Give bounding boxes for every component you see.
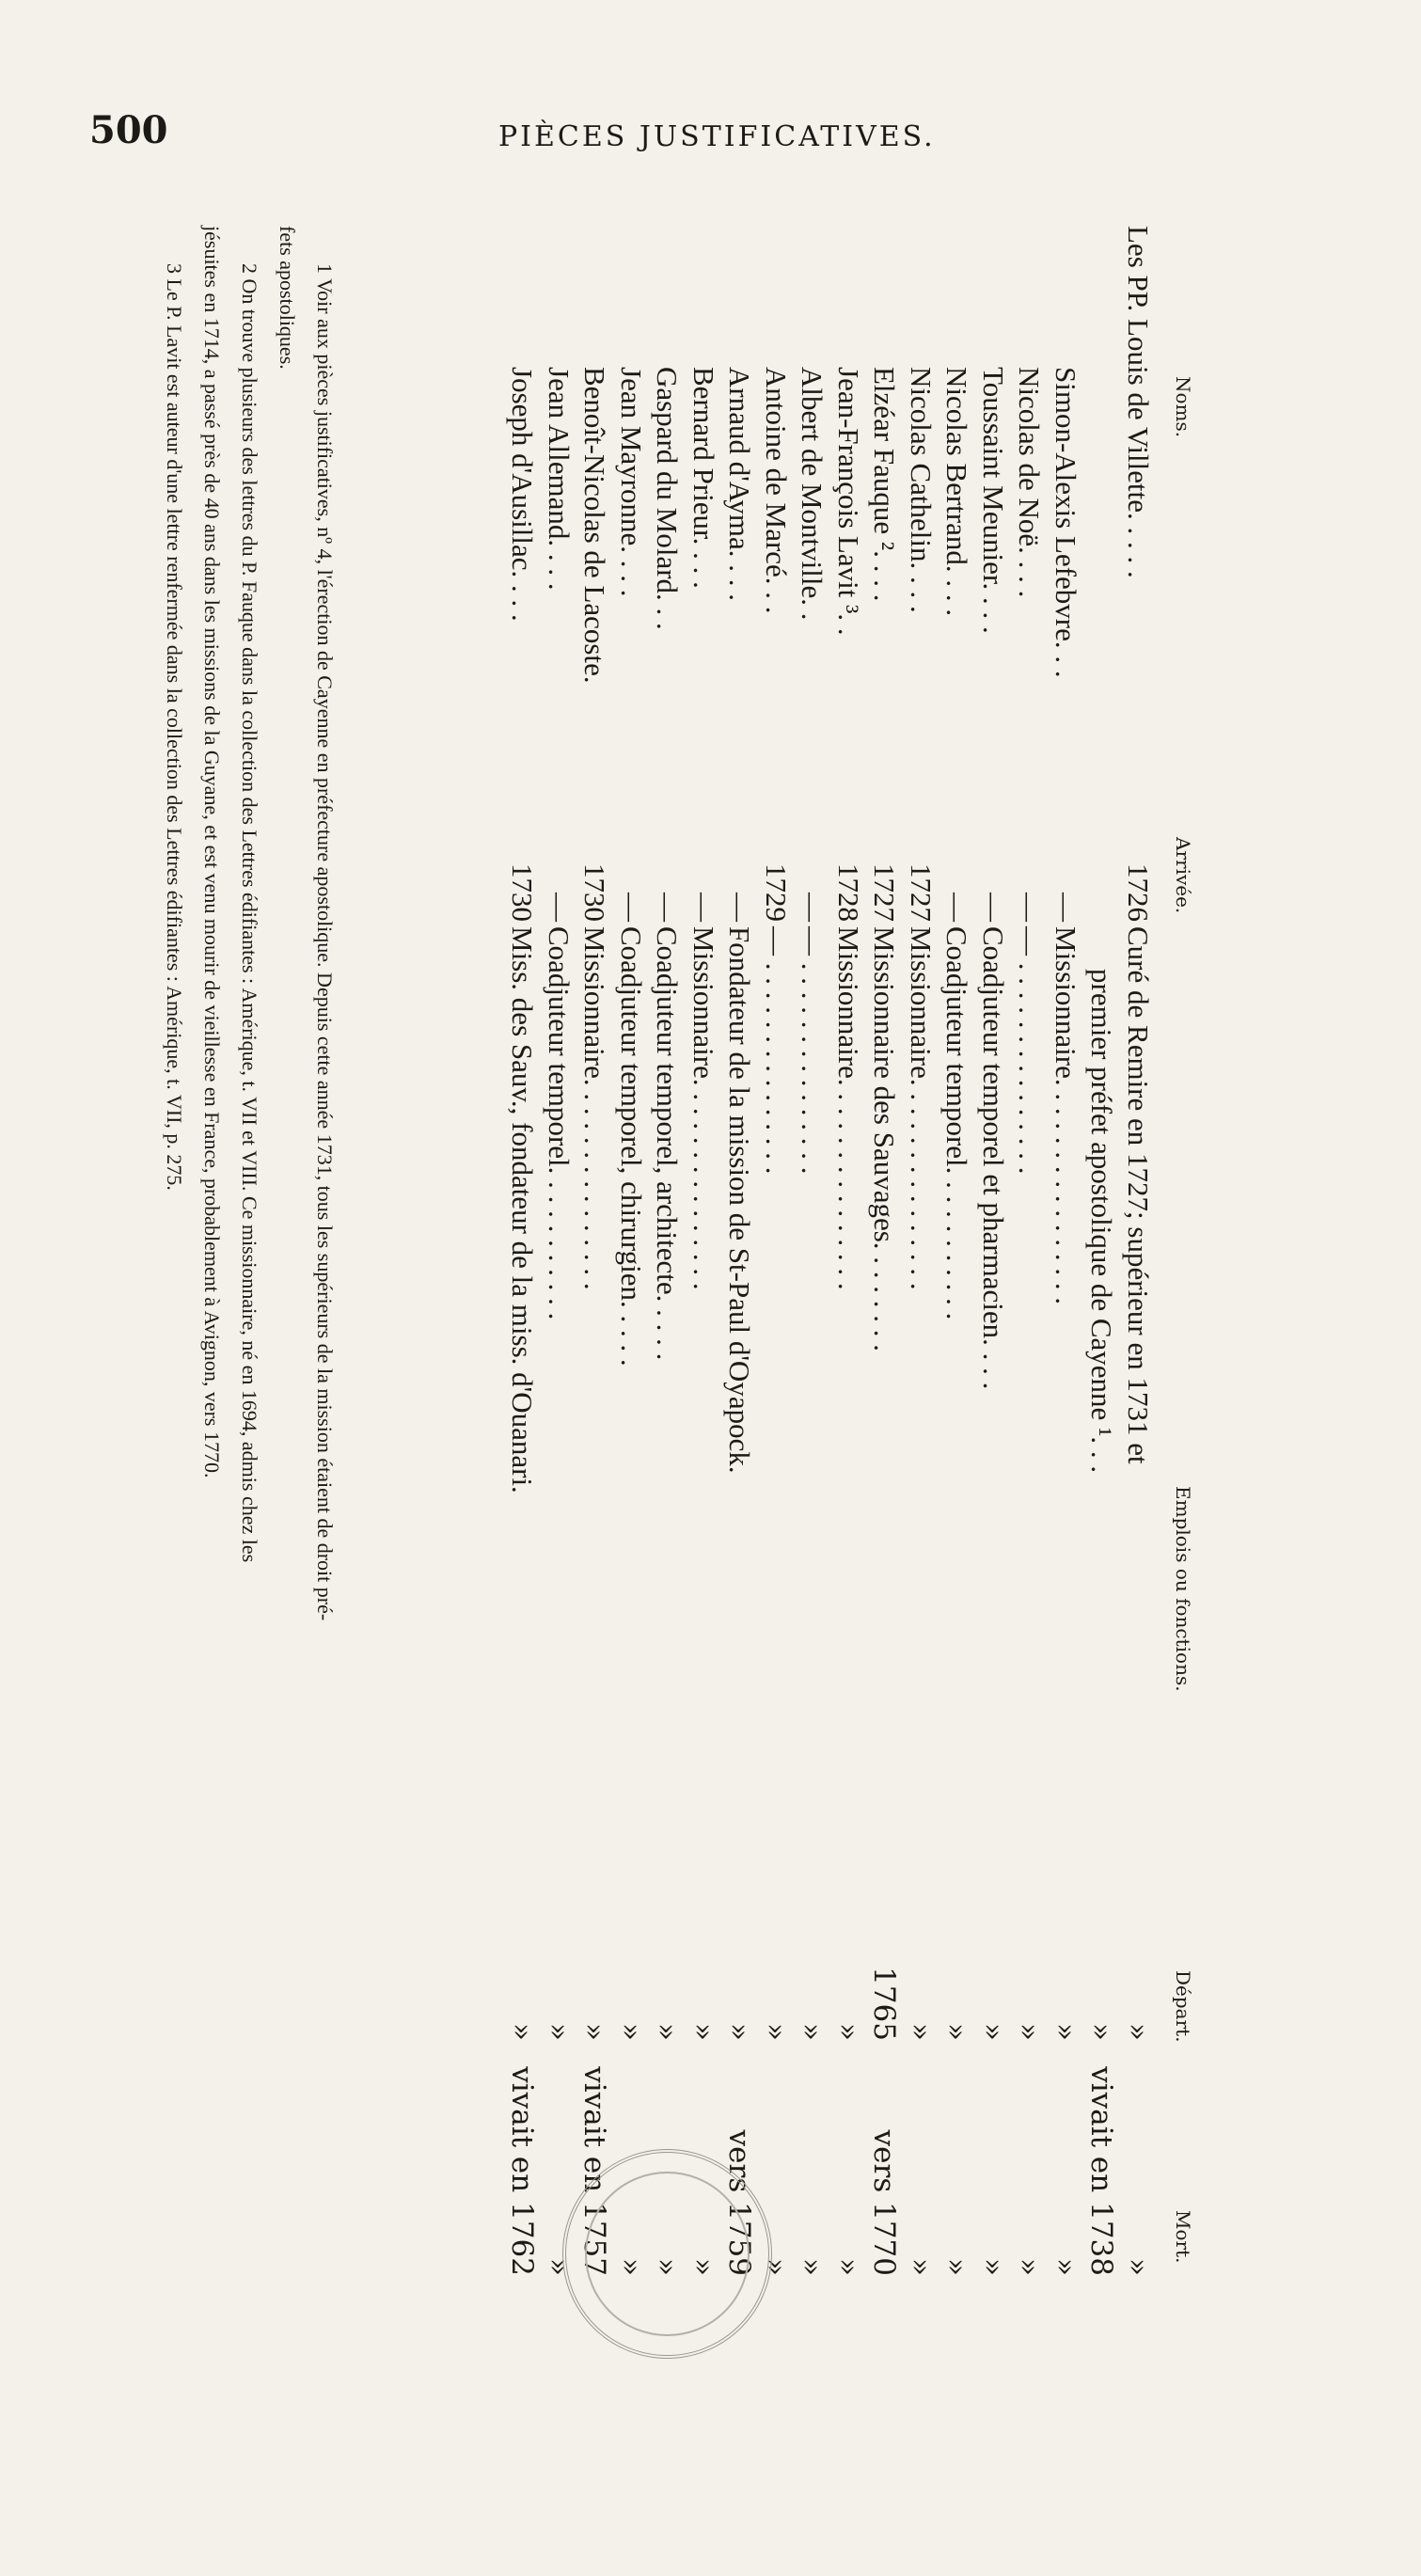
cell-departure: » bbox=[614, 2023, 648, 2041]
footnotes bbox=[155, 226, 343, 2276]
cell-death: vivait en 1762 bbox=[505, 2066, 540, 2276]
cell-function: Fondateur de la mission de St-Paul d'Oyapock. bbox=[723, 926, 757, 1474]
cell-death: » bbox=[687, 2258, 720, 2276]
cell-arrival: 1727 bbox=[905, 863, 938, 922]
column-header-death: Mort. bbox=[1172, 2210, 1194, 2264]
cell-death: » bbox=[976, 2258, 1010, 2276]
cell-arrival: — bbox=[687, 893, 720, 922]
cell-name: Arnaud d'Ayma. . . . bbox=[723, 367, 757, 601]
column-header-names: Noms. bbox=[1172, 376, 1194, 438]
table-row bbox=[487, 226, 544, 2276]
cell-arrival: — bbox=[977, 893, 1010, 922]
cell-function: premier préfet apostolique de Cayenne ¹. . . bbox=[1085, 969, 1119, 1474]
cell-arrival: 1726 bbox=[1122, 863, 1155, 922]
library-stamp-icon bbox=[562, 2149, 772, 2359]
cell-name: Les PP. Louis de Villette. . . . . bbox=[1122, 226, 1155, 578]
cell-name: Benoît-Nicolas de Lacoste. bbox=[578, 367, 612, 684]
cell-departure: » bbox=[1084, 2023, 1119, 2041]
cell-departure: » bbox=[1121, 2023, 1155, 2041]
column-header-departure: Départ. bbox=[1172, 1970, 1194, 2043]
cell-function: Missionnaire. . . . . . . . . . . . . . . bbox=[832, 926, 865, 1290]
cell-arrival: — bbox=[1050, 893, 1082, 922]
cell-function: Missionnaire. . . . . . . . . . . . . . . . bbox=[1050, 926, 1082, 1305]
cell-departure: » bbox=[939, 2023, 974, 2041]
cell-arrival: 1729 bbox=[760, 863, 793, 922]
cell-name: Gaspard du Molard. . . bbox=[651, 367, 685, 630]
cell-departure: » bbox=[904, 2023, 938, 2041]
footnote-line: jésuites en 1714, a passé près de 40 ans dans les missions de la Guyane, et est venu mourir de vieillesse en France, probablement à Avignon, vers 1770. bbox=[200, 226, 224, 1478]
cell-function: Coadjuteur temporel. . . . . . . . . . . bbox=[940, 926, 974, 1320]
cell-death: » bbox=[831, 2258, 865, 2276]
page-number: 500 bbox=[89, 108, 168, 152]
cell-name: Toussaint Meunier. . . . bbox=[977, 367, 1010, 634]
cell-departure: 1765 bbox=[867, 1967, 902, 2041]
cell-name: Joseph d'Ausillac. . . . bbox=[506, 367, 540, 622]
cell-function: Coadjuteur temporel et pharmacien. . . . bbox=[977, 926, 1010, 1390]
cell-name: Elzéar Fauque ². . . . bbox=[868, 367, 902, 602]
cell-arrival: — bbox=[723, 893, 757, 922]
cell-function: Coadjuteur temporel, architecte. . . . . bbox=[651, 926, 685, 1361]
cell-name: Nicolas de Noë. . . . bbox=[1013, 367, 1047, 598]
cell-death: » bbox=[1012, 2258, 1047, 2276]
cell-function: Miss. des Sauv., fondateur de la miss. d'Ouanari. bbox=[506, 926, 540, 1493]
cell-arrival: 1728 bbox=[832, 863, 865, 922]
cell-departure: » bbox=[1049, 2023, 1082, 2041]
cell-departure: » bbox=[795, 2023, 829, 2041]
cell-death: » bbox=[650, 2258, 685, 2276]
cell-death: » bbox=[759, 2258, 793, 2276]
cell-death: vers 1759 bbox=[722, 2129, 757, 2276]
cell-arrival: — bbox=[615, 893, 648, 922]
cell-function: Missionnaire. . . . . . . . . . . . . . . bbox=[578, 926, 612, 1290]
footnote-line: 2 On trouve plusieurs des lettres du P. Fauque dans la collection des Lettres édifiantes : Amérique, t. VII et VIII. Ce missionnaire, né en 1694, admis chez les bbox=[238, 263, 261, 1563]
cell-function: Missionnaire. . . . . . . . . . . . . . . bbox=[687, 926, 720, 1290]
cell-death: » bbox=[904, 2258, 938, 2276]
cell-departure: » bbox=[1012, 2023, 1047, 2041]
cell-name: Simon-Alexis Lefebvre. . . bbox=[1050, 367, 1082, 678]
cell-function: — . . . . . . . . . . . . . . . bbox=[1013, 926, 1047, 1175]
cell-death: vivait en 1738 bbox=[1084, 2066, 1119, 2276]
cell-death: » bbox=[1121, 2258, 1155, 2276]
cell-death: » bbox=[542, 2258, 576, 2276]
cell-death: » bbox=[614, 2258, 648, 2276]
cell-arrival: 1730 bbox=[506, 863, 540, 922]
running-head: PIÈCES JUSTIFICATIVES. bbox=[498, 120, 936, 153]
cell-departure: » bbox=[976, 2023, 1010, 2041]
cell-function: — . . . . . . . . . . . . . . . bbox=[796, 926, 829, 1175]
cell-name: Albert de Montville. . bbox=[796, 367, 829, 621]
footnote-line: 3 Le P. Lavit est auteur d'une lettre renfermée dans la collection des Lettres édifiantes : Amérique, t. VII, p. 275. bbox=[163, 263, 186, 1191]
cell-departure: » bbox=[577, 2023, 612, 2041]
cell-name: Jean-François Lavit ³. . bbox=[832, 367, 865, 636]
cell-function: Coadjuteur temporel, chirurgien. . . . . bbox=[615, 926, 648, 1367]
cell-arrival: — bbox=[940, 893, 974, 922]
cell-name: Bernard Prieur. . . . bbox=[687, 367, 720, 589]
cell-name: Jean Allemand. . . . bbox=[543, 367, 576, 591]
cell-arrival: — bbox=[543, 893, 576, 922]
cell-name: Jean Mayronne. . . . bbox=[615, 367, 648, 597]
cell-arrival: — bbox=[796, 893, 829, 922]
cell-name: Antoine de Marcé. . . bbox=[760, 367, 793, 614]
cell-death: » bbox=[795, 2258, 829, 2276]
cell-name: Nicolas Bertrand. . . . bbox=[940, 367, 974, 617]
cell-departure: » bbox=[542, 2023, 576, 2041]
cell-arrival: 1727 bbox=[868, 863, 902, 922]
cell-function: Missionnaire des Sauvages. . . . . . . . bbox=[868, 926, 902, 1352]
cell-departure: » bbox=[831, 2023, 865, 2041]
cell-death: » bbox=[939, 2258, 974, 2276]
cell-function: Missionnaire. . . . . . . . . . . . . . . bbox=[905, 926, 938, 1290]
cell-death: vivait en 1757 bbox=[577, 2066, 612, 2276]
cell-departure: » bbox=[650, 2023, 685, 2041]
rotated-table-block bbox=[127, 226, 1194, 2276]
cell-arrival: 1730 bbox=[578, 863, 612, 922]
column-header-functions: Emplois ou fonctions. bbox=[1172, 1486, 1194, 1692]
cell-death: » bbox=[1049, 2258, 1082, 2276]
cell-function: Coadjuteur temporel. . . . . . . . . . . bbox=[543, 926, 576, 1320]
cell-function: Curé de Remire en 1727; supérieur en 1731 et bbox=[1122, 926, 1155, 1464]
cell-departure: » bbox=[759, 2023, 793, 2041]
cell-arrival: — bbox=[651, 893, 685, 922]
column-header-arrival: Arrivée. bbox=[1172, 837, 1194, 914]
cell-departure: » bbox=[505, 2023, 540, 2041]
cell-function: — . . . . . . . . . . . . . . . bbox=[760, 926, 793, 1175]
cell-departure: » bbox=[687, 2023, 720, 2041]
cell-departure: » bbox=[722, 2023, 757, 2041]
cell-death: vers 1770 bbox=[867, 2129, 902, 2276]
cell-arrival: — bbox=[1013, 893, 1047, 922]
cell-name: Nicolas Cathelin. . . . bbox=[905, 367, 938, 613]
footnote-line: fets apostoliques. bbox=[276, 226, 299, 370]
footnote-line: 1 Voir aux pièces justificatives, nº 4, l'érection de Cayenne en préfecture apostolique. Depuis cette année 1731, tous les supérieurs de la mission étaient de droit pré- bbox=[313, 263, 337, 1621]
